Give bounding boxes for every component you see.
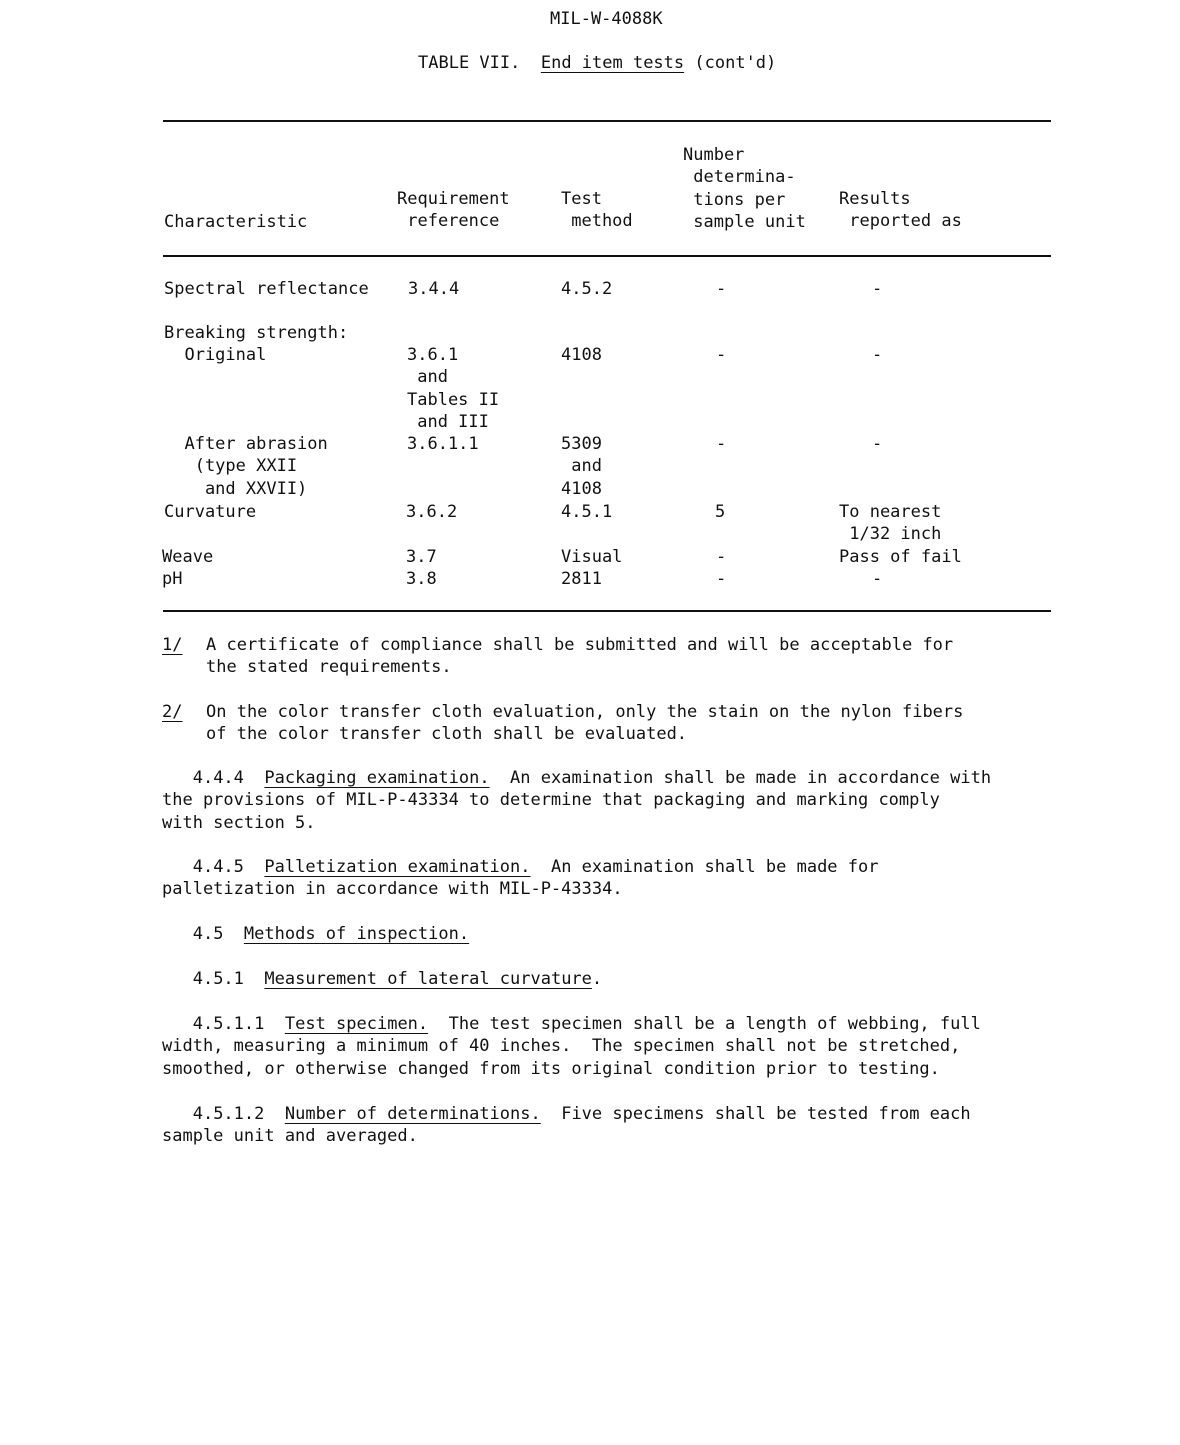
paragraph-4-4-4 (162, 767, 1062, 834)
cell-number: - (716, 547, 727, 567)
header-test-method: Test method (561, 189, 633, 232)
table-bottom-rule (163, 610, 1051, 612)
cell-number: - (716, 345, 727, 365)
section-body-first: Five specimens shall be tested from each (540, 1104, 971, 1124)
cell-characteristic: Weave (162, 547, 214, 567)
cell-characteristic: After abrasion (type XXII and XXVII) (184, 434, 328, 499)
cell-results: To nearest 1/32 inch (839, 502, 942, 545)
cell-requirement: 3.6.1 and Tables II and III (407, 345, 500, 433)
header-number-determinations: Number determina- tions per sample unit (683, 145, 806, 233)
document-id: MIL-W-4088K (550, 9, 663, 29)
heading-4-5 (162, 923, 1062, 945)
cell-requirement: 3.6.1.1 (407, 434, 479, 454)
header-results-reported-as: Results reported as (839, 189, 962, 232)
cell-method: 4.5.2 (561, 279, 613, 299)
cell-number: 5 (715, 502, 726, 522)
section-number: 4.5.1.1 (192, 1014, 265, 1034)
section-body-first: An examination shall be made in accordance with (489, 768, 992, 788)
cell-requirement: 3.6.2 (406, 502, 458, 522)
footnote-2-mark: 2/ (162, 702, 183, 722)
table-top-rule (163, 120, 1051, 122)
cell-results: - (872, 345, 883, 365)
cell-method: 4.5.1 (561, 502, 613, 522)
section-body-first: An examination shall be made for (530, 857, 879, 877)
cell-results: - (872, 434, 883, 454)
cell-characteristic: Breaking strength: (164, 323, 349, 343)
section-body: palletization in accordance with MIL-P-43334. (162, 879, 623, 900)
table-header-rule (163, 255, 1051, 257)
cell-method: 2811 (561, 569, 602, 589)
cell-method: 5309 and 4108 (561, 434, 602, 499)
footnote-1-text: A certificate of compliance shall be submitted and will be acceptable for the stated requirements. (206, 635, 954, 678)
section-title: Test specimen. (284, 1014, 429, 1034)
cell-number: - (716, 434, 727, 454)
table-label: TABLE VII. (418, 53, 521, 73)
cell-results: - (872, 569, 883, 589)
section-title: Packaging examination. (264, 768, 490, 788)
cell-characteristic: Spectral reflectance (164, 279, 369, 299)
section-title: Methods of inspection. (243, 924, 470, 944)
section-title-suffix: . (591, 969, 603, 989)
section-body: width, measuring a minimum of 40 inches. The specimen shall not be stretched, smoothed, or otherwise changed from its original condition prior to testing. (162, 1036, 961, 1079)
table-title: End item tests (540, 53, 685, 73)
cell-results: - (872, 279, 883, 299)
section-title: Number of determinations. (284, 1104, 541, 1124)
table-caption (418, 52, 776, 74)
cell-number: - (716, 279, 727, 299)
heading-4-5-1 (162, 968, 1062, 990)
cell-number: - (716, 569, 727, 589)
header-requirement-reference: Requirement reference (397, 189, 510, 232)
cell-requirement: 3.7 (406, 547, 437, 567)
cell-method: Visual (561, 547, 623, 567)
header-characteristic: Characteristic (164, 212, 308, 232)
cell-characteristic: Original (164, 345, 267, 365)
cell-method: 4108 (561, 345, 602, 365)
paragraph-4-5-1-2 (162, 1103, 1062, 1148)
section-number: 4.4.5 (192, 857, 244, 877)
footnote-2-text: On the color transfer cloth evaluation, only the stain on the nylon fibers of the color transfer cloth shall be evaluated. (206, 702, 964, 745)
cell-characteristic: pH (162, 569, 183, 589)
cell-requirement: 3.8 (406, 569, 437, 589)
section-title: Palletization examination. (264, 857, 531, 877)
section-title: Measurement of lateral curvature (264, 969, 592, 989)
section-number: 4.5 (192, 924, 224, 944)
paragraph-4-5-1-1 (162, 1013, 1062, 1080)
section-body: the provisions of MIL-P-43334 to determine that packaging and marking comply with section 5. (162, 790, 940, 833)
paragraph-4-4-5 (162, 856, 1062, 901)
section-number: 4.5.1 (192, 969, 244, 989)
table-title-suffix: (cont'd) (694, 53, 777, 73)
cell-requirement: 3.4.4 (408, 279, 460, 299)
section-body: sample unit and averaged. (162, 1126, 418, 1147)
section-number: 4.4.4 (192, 768, 244, 788)
cell-results: Pass of fail (839, 547, 962, 567)
section-number: 4.5.1.2 (192, 1104, 265, 1124)
cell-characteristic: Curvature (164, 502, 257, 522)
footnote-1-mark: 1/ (162, 635, 183, 655)
section-body-first: The test specimen shall be a length of webbing, full (428, 1014, 981, 1034)
